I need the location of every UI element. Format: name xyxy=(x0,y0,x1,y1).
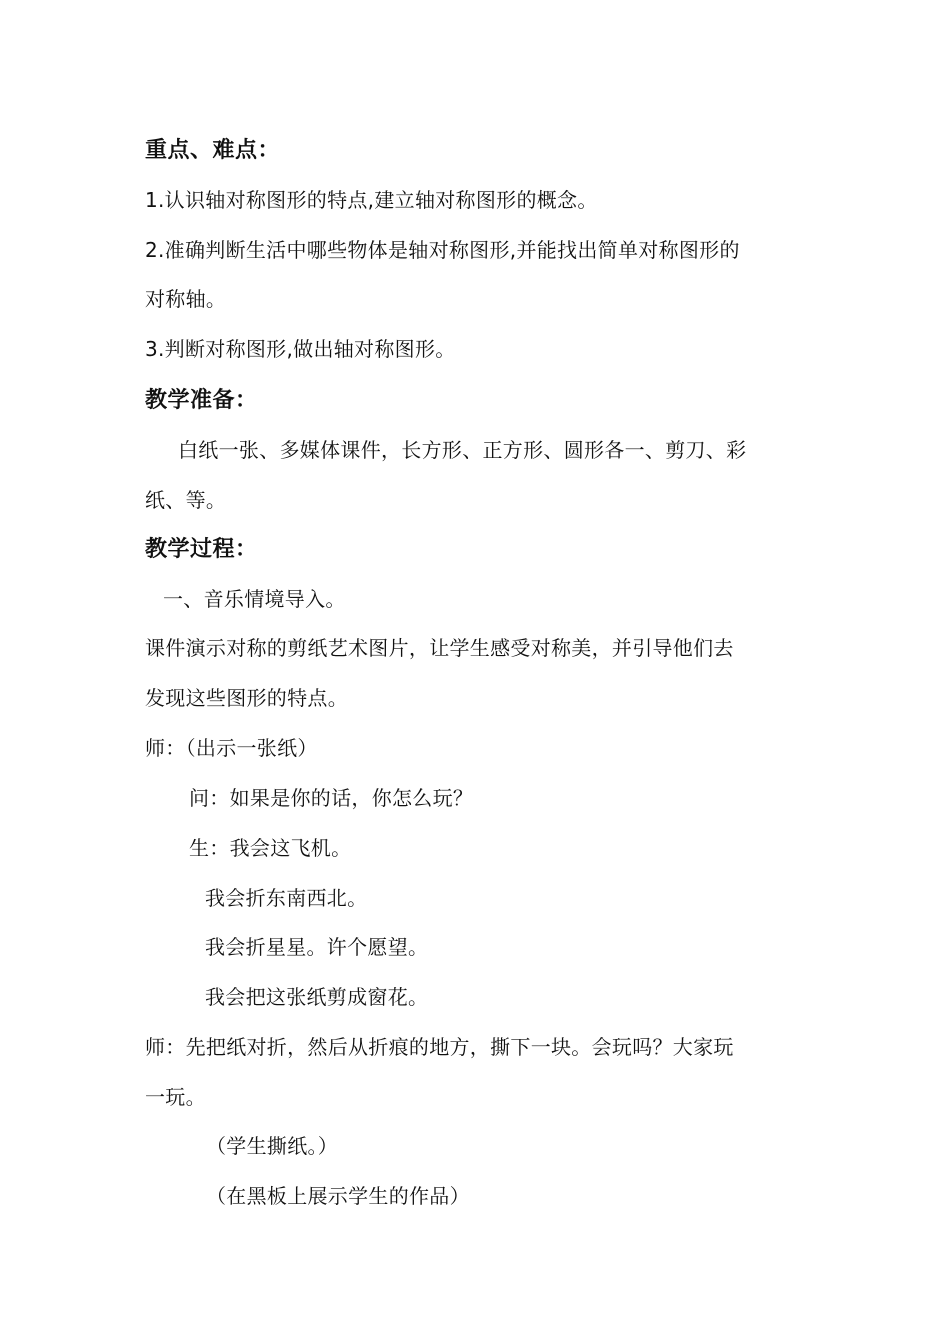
process-line-12: （学生撕纸。） xyxy=(206,1134,339,1158)
process-line-7: 我会折东南西北。 xyxy=(205,886,368,910)
key-point-2: 2.准确判断生活中哪些物体是轴对称图形,并能找出简单对称图形的 xyxy=(145,238,740,262)
process-line-9: 我会把这张纸剪成窗花。 xyxy=(205,985,429,1009)
process-line-6: 生：我会这飞机。 xyxy=(189,836,352,860)
key-points-heading: 重点、难点： xyxy=(145,138,281,163)
preparation-line-1: 白纸一张、多媒体课件，长方形、正方形、圆形各一、剪刀、彩 xyxy=(178,438,747,462)
process-line-4: 师：（出示一张纸） xyxy=(145,736,318,760)
preparation-heading: 教学准备： xyxy=(145,388,258,413)
process-line-5: 问：如果是你的话，你怎么玩？ xyxy=(189,786,474,810)
preparation-line-2: 纸、等。 xyxy=(145,488,227,512)
process-heading: 教学过程： xyxy=(145,537,258,562)
process-line-10: 师：先把纸对折，然后从折痕的地方，撕下一块。会玩吗？大家玩 xyxy=(145,1035,734,1059)
process-line-8: 我会折星星。许个愿望。 xyxy=(205,935,429,959)
process-line-3: 发现这些图形的特点。 xyxy=(145,686,348,710)
process-line-11: 一玩。 xyxy=(145,1085,206,1109)
process-line-13: （在黑板上展示学生的作品） xyxy=(206,1184,470,1208)
process-line-1: 一、音乐情境导入。 xyxy=(163,587,346,611)
process-line-2: 课件演示对称的剪纸艺术图片，让学生感受对称美，并引导他们去 xyxy=(145,636,734,660)
key-point-1: 1.认识轴对称图形的特点,建立轴对称图形的概念。 xyxy=(145,188,598,212)
key-point-3: 3.判断对称图形,做出轴对称图形。 xyxy=(145,337,456,361)
key-point-2-continued: 对称轴。 xyxy=(145,287,227,311)
